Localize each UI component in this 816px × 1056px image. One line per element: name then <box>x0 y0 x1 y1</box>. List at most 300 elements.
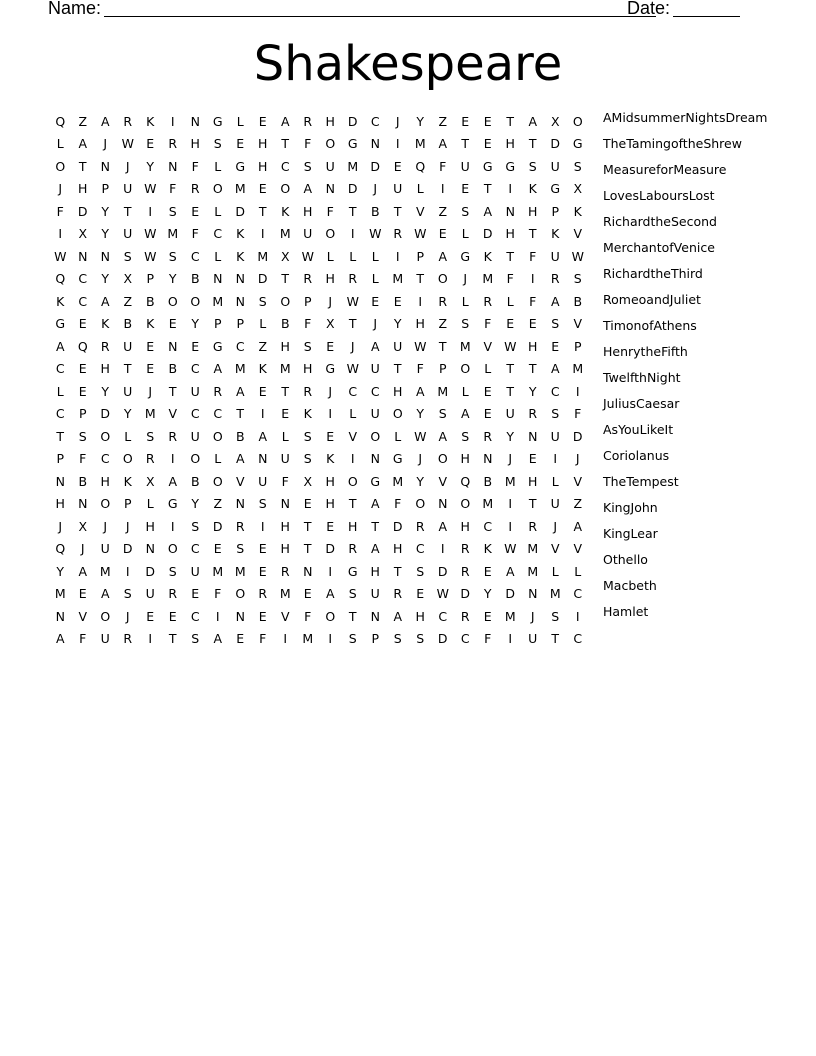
grid-letter[interactable]: L <box>214 203 222 219</box>
grid-letter[interactable]: I <box>530 271 535 287</box>
grid-letter[interactable]: A <box>168 473 178 489</box>
grid-letter[interactable]: U <box>550 158 560 174</box>
grid-letter[interactable]: Z <box>438 316 448 332</box>
grid-letter[interactable]: I <box>395 248 400 264</box>
grid-letter[interactable]: T <box>123 203 132 219</box>
grid-letter[interactable]: I <box>508 181 513 197</box>
grid-letter[interactable]: A <box>55 631 65 647</box>
grid-letter[interactable]: R <box>213 383 223 399</box>
grid-letter[interactable]: Y <box>191 496 200 512</box>
grid-letter[interactable]: I <box>328 406 333 422</box>
grid-letter[interactable]: C <box>348 383 358 399</box>
grid-letter[interactable]: S <box>416 631 425 647</box>
grid-letter[interactable]: A <box>460 406 470 422</box>
grid-letter[interactable]: P <box>573 338 582 354</box>
grid-letter[interactable]: Y <box>416 473 425 489</box>
grid-letter[interactable]: R <box>550 271 560 287</box>
grid-letter[interactable]: C <box>438 608 448 624</box>
grid-letter[interactable]: Q <box>55 113 66 129</box>
grid-letter[interactable]: Y <box>528 383 537 399</box>
grid-letter[interactable]: E <box>281 406 290 422</box>
grid-letter[interactable]: E <box>168 608 177 624</box>
grid-letter[interactable]: E <box>146 136 155 152</box>
grid-letter[interactable]: F <box>529 293 537 309</box>
grid-letter[interactable]: S <box>236 541 245 557</box>
grid-letter[interactable]: S <box>303 158 312 174</box>
grid-letter[interactable]: D <box>347 181 358 197</box>
grid-letter[interactable]: J <box>553 518 558 534</box>
grid-letter[interactable]: R <box>528 406 538 422</box>
grid-letter[interactable]: U <box>550 248 560 264</box>
grid-letter[interactable]: W <box>144 248 157 264</box>
grid-letter[interactable]: G <box>325 361 336 377</box>
grid-letter[interactable]: O <box>100 428 111 444</box>
grid-letter[interactable]: R <box>348 541 358 557</box>
grid-letter[interactable]: U <box>370 361 380 377</box>
grid-letter[interactable]: W <box>144 181 157 197</box>
grid-letter[interactable]: G <box>235 158 246 174</box>
grid-letter[interactable]: R <box>280 563 290 579</box>
grid-letter[interactable]: T <box>303 518 312 534</box>
grid-letter[interactable]: L <box>461 293 469 309</box>
grid-letter[interactable]: O <box>167 541 178 557</box>
grid-letter[interactable]: E <box>146 608 155 624</box>
grid-letter[interactable]: W <box>504 338 517 354</box>
grid-letter[interactable]: T <box>551 631 560 647</box>
grid-letter[interactable]: F <box>326 203 334 219</box>
grid-letter[interactable]: W <box>436 586 449 602</box>
grid-letter[interactable]: E <box>146 361 155 377</box>
grid-letter[interactable]: O <box>190 293 201 309</box>
grid-letter[interactable]: R <box>303 113 313 129</box>
grid-letter[interactable]: G <box>482 158 493 174</box>
grid-letter[interactable]: T <box>281 383 290 399</box>
grid-letter[interactable]: E <box>438 226 447 242</box>
grid-letter[interactable]: B <box>573 293 583 309</box>
grid-letter[interactable]: P <box>56 451 65 467</box>
grid-letter[interactable]: B <box>78 473 88 489</box>
grid-letter[interactable]: H <box>325 113 335 129</box>
grid-letter[interactable]: E <box>258 608 267 624</box>
grid-letter[interactable]: S <box>416 563 425 579</box>
grid-letter[interactable]: E <box>191 586 200 602</box>
grid-letter[interactable]: P <box>213 316 222 332</box>
grid-letter[interactable]: Y <box>506 428 515 444</box>
grid-letter[interactable]: U <box>100 631 110 647</box>
grid-letter[interactable]: A <box>550 293 560 309</box>
grid-letter[interactable]: E <box>326 428 335 444</box>
grid-letter[interactable]: U <box>145 586 155 602</box>
grid-letter[interactable]: Y <box>101 203 110 219</box>
grid-letter[interactable]: Q <box>55 541 66 557</box>
grid-letter[interactable]: O <box>235 586 246 602</box>
grid-letter[interactable]: V <box>573 226 583 242</box>
grid-letter[interactable]: E <box>78 383 87 399</box>
grid-letter[interactable]: P <box>101 181 110 197</box>
grid-letter[interactable]: N <box>78 248 88 264</box>
grid-letter[interactable]: D <box>77 203 88 219</box>
grid-letter[interactable]: M <box>527 541 539 557</box>
grid-letter[interactable]: J <box>395 113 400 129</box>
grid-letter[interactable]: B <box>168 361 178 377</box>
grid-letter[interactable]: C <box>213 226 223 242</box>
grid-letter[interactable]: G <box>550 181 561 197</box>
grid-letter[interactable]: X <box>123 271 133 287</box>
grid-letter[interactable]: P <box>551 203 560 219</box>
grid-letter[interactable]: H <box>303 203 313 219</box>
grid-letter[interactable]: N <box>280 496 290 512</box>
grid-letter[interactable]: Y <box>146 158 155 174</box>
grid-letter[interactable]: E <box>461 181 470 197</box>
grid-letter[interactable]: O <box>460 361 471 377</box>
grid-letter[interactable]: E <box>236 136 245 152</box>
grid-letter[interactable]: F <box>259 631 267 647</box>
grid-letter[interactable]: T <box>461 136 470 152</box>
grid-letter[interactable]: D <box>482 226 493 242</box>
grid-letter[interactable]: E <box>78 316 87 332</box>
grid-letter[interactable]: H <box>370 563 380 579</box>
grid-letter[interactable]: L <box>349 406 357 422</box>
grid-letter[interactable]: M <box>549 586 561 602</box>
grid-letter[interactable]: O <box>325 226 336 242</box>
grid-letter[interactable]: A <box>303 181 313 197</box>
grid-letter[interactable]: C <box>100 451 110 467</box>
grid-letter[interactable]: W <box>346 293 359 309</box>
grid-letter[interactable]: T <box>506 383 515 399</box>
grid-letter[interactable]: N <box>438 496 448 512</box>
grid-letter[interactable]: O <box>212 181 223 197</box>
grid-letter[interactable]: L <box>461 383 469 399</box>
grid-letter[interactable]: M <box>54 586 66 602</box>
grid-letter[interactable]: W <box>414 338 427 354</box>
grid-letter[interactable]: W <box>369 226 382 242</box>
grid-letter[interactable]: C <box>235 338 245 354</box>
grid-letter[interactable]: A <box>235 383 245 399</box>
grid-letter[interactable]: I <box>395 136 400 152</box>
grid-letter[interactable]: T <box>438 338 447 354</box>
grid-letter[interactable]: R <box>235 518 245 534</box>
grid-letter[interactable]: J <box>328 293 333 309</box>
grid-letter[interactable]: J <box>125 158 130 174</box>
grid-letter[interactable]: F <box>574 406 582 422</box>
grid-letter[interactable]: M <box>279 361 291 377</box>
grid-letter[interactable]: I <box>170 518 175 534</box>
grid-letter[interactable]: C <box>370 383 380 399</box>
grid-letter[interactable]: O <box>212 428 223 444</box>
grid-letter[interactable]: H <box>145 518 155 534</box>
grid-letter[interactable]: M <box>302 631 314 647</box>
grid-letter[interactable]: D <box>235 203 246 219</box>
grid-letter[interactable]: U <box>303 226 313 242</box>
grid-letter[interactable]: E <box>326 518 335 534</box>
grid-letter[interactable]: G <box>167 496 178 512</box>
grid-letter[interactable]: R <box>168 428 178 444</box>
grid-letter[interactable]: O <box>100 496 111 512</box>
grid-letter[interactable]: G <box>505 158 516 174</box>
grid-letter[interactable]: R <box>348 271 358 287</box>
grid-letter[interactable]: S <box>191 518 200 534</box>
grid-letter[interactable]: A <box>438 428 448 444</box>
grid-letter[interactable]: G <box>212 338 223 354</box>
grid-letter[interactable]: I <box>508 631 513 647</box>
grid-letter[interactable]: C <box>415 541 425 557</box>
grid-letter[interactable]: V <box>573 541 583 557</box>
grid-letter[interactable]: D <box>437 563 448 579</box>
grid-letter[interactable]: C <box>190 361 200 377</box>
grid-letter[interactable]: T <box>281 271 290 287</box>
grid-letter[interactable]: H <box>528 203 538 219</box>
grid-letter[interactable]: E <box>258 563 267 579</box>
grid-letter[interactable]: T <box>258 203 267 219</box>
grid-letter[interactable]: N <box>370 136 380 152</box>
grid-letter[interactable]: N <box>190 113 200 129</box>
grid-letter[interactable]: H <box>190 136 200 152</box>
grid-letter[interactable]: U <box>370 406 380 422</box>
grid-letter[interactable]: F <box>214 586 222 602</box>
grid-letter[interactable]: Z <box>258 338 268 354</box>
grid-letter[interactable]: S <box>78 428 87 444</box>
grid-letter[interactable]: D <box>460 586 471 602</box>
grid-letter[interactable]: U <box>123 181 133 197</box>
grid-letter[interactable]: O <box>212 473 223 489</box>
grid-letter[interactable]: N <box>168 338 178 354</box>
grid-letter[interactable]: E <box>326 338 335 354</box>
grid-letter[interactable]: H <box>460 451 470 467</box>
grid-letter[interactable]: R <box>100 338 110 354</box>
grid-letter[interactable]: Y <box>101 226 110 242</box>
grid-letter[interactable]: M <box>99 563 111 579</box>
grid-letter[interactable]: A <box>78 136 88 152</box>
grid-letter[interactable]: L <box>394 428 402 444</box>
grid-letter[interactable]: Y <box>101 383 110 399</box>
grid-letter[interactable]: K <box>281 203 290 219</box>
grid-letter[interactable]: S <box>573 158 582 174</box>
grid-letter[interactable]: Y <box>191 316 200 332</box>
grid-letter[interactable]: K <box>146 113 155 129</box>
grid-letter[interactable]: F <box>169 181 177 197</box>
grid-letter[interactable]: B <box>190 473 200 489</box>
grid-letter[interactable]: U <box>370 586 380 602</box>
grid-letter[interactable]: O <box>572 113 583 129</box>
grid-letter[interactable]: L <box>574 563 582 579</box>
grid-letter[interactable]: E <box>483 136 492 152</box>
grid-letter[interactable]: I <box>328 563 333 579</box>
grid-letter[interactable]: I <box>328 631 333 647</box>
grid-letter[interactable]: T <box>303 541 312 557</box>
grid-letter[interactable]: F <box>394 496 402 512</box>
grid-letter[interactable]: I <box>148 203 153 219</box>
grid-letter[interactable]: G <box>212 113 223 129</box>
grid-letter[interactable]: T <box>393 203 402 219</box>
grid-letter[interactable]: V <box>78 608 88 624</box>
grid-letter[interactable]: U <box>123 226 133 242</box>
grid-letter[interactable]: H <box>55 496 65 512</box>
grid-letter[interactable]: U <box>190 428 200 444</box>
grid-letter[interactable]: L <box>349 248 357 264</box>
grid-letter[interactable]: M <box>212 563 224 579</box>
grid-letter[interactable]: L <box>214 451 222 467</box>
grid-letter[interactable]: A <box>393 608 403 624</box>
grid-letter[interactable]: J <box>80 541 85 557</box>
grid-letter[interactable]: Q <box>415 158 426 174</box>
grid-letter[interactable]: X <box>303 473 313 489</box>
grid-letter[interactable]: W <box>346 361 359 377</box>
grid-letter[interactable]: W <box>414 226 427 242</box>
grid-letter[interactable]: O <box>100 608 111 624</box>
grid-letter[interactable]: H <box>100 361 110 377</box>
grid-letter[interactable]: H <box>348 518 358 534</box>
grid-letter[interactable]: C <box>55 406 65 422</box>
grid-letter[interactable]: K <box>551 226 560 242</box>
grid-letter[interactable]: S <box>303 451 312 467</box>
grid-letter[interactable]: H <box>100 473 110 489</box>
grid-letter[interactable]: S <box>168 203 177 219</box>
grid-letter[interactable]: E <box>393 158 402 174</box>
grid-letter[interactable]: O <box>190 451 201 467</box>
grid-letter[interactable]: A <box>573 518 583 534</box>
grid-letter[interactable]: K <box>146 316 155 332</box>
grid-letter[interactable]: L <box>551 473 559 489</box>
grid-letter[interactable]: J <box>148 383 153 399</box>
grid-letter[interactable]: L <box>146 496 154 512</box>
grid-letter[interactable]: I <box>440 541 445 557</box>
grid-letter[interactable]: F <box>281 473 289 489</box>
grid-letter[interactable]: B <box>483 473 493 489</box>
grid-letter[interactable]: H <box>460 518 470 534</box>
grid-letter[interactable]: S <box>438 406 447 422</box>
grid-letter[interactable]: Z <box>123 293 133 309</box>
grid-letter[interactable]: M <box>437 383 449 399</box>
grid-letter[interactable]: O <box>325 608 336 624</box>
grid-letter[interactable]: M <box>234 361 246 377</box>
grid-letter[interactable]: L <box>506 293 514 309</box>
grid-letter[interactable]: M <box>279 586 291 602</box>
grid-letter[interactable]: J <box>125 518 130 534</box>
grid-letter[interactable]: T <box>168 383 177 399</box>
grid-letter[interactable]: L <box>56 136 64 152</box>
grid-letter[interactable]: L <box>461 226 469 242</box>
grid-letter[interactable]: B <box>190 271 200 287</box>
grid-letter[interactable]: J <box>508 451 513 467</box>
grid-letter[interactable]: N <box>145 541 155 557</box>
grid-letter[interactable]: E <box>461 113 470 129</box>
grid-letter[interactable]: M <box>167 226 179 242</box>
grid-letter[interactable]: S <box>146 428 155 444</box>
grid-letter[interactable]: O <box>437 271 448 287</box>
grid-letter[interactable]: D <box>122 541 133 557</box>
grid-letter[interactable]: F <box>79 631 87 647</box>
grid-letter[interactable]: I <box>215 608 220 624</box>
grid-letter[interactable]: M <box>527 563 539 579</box>
grid-letter[interactable]: M <box>212 293 224 309</box>
grid-letter[interactable]: R <box>393 586 403 602</box>
grid-letter[interactable]: S <box>551 406 560 422</box>
grid-letter[interactable]: P <box>416 248 425 264</box>
grid-letter[interactable]: W <box>121 136 134 152</box>
grid-letter[interactable]: R <box>145 451 155 467</box>
grid-letter[interactable]: A <box>78 563 88 579</box>
grid-letter[interactable]: U <box>550 428 560 444</box>
grid-letter[interactable]: J <box>103 518 108 534</box>
grid-letter[interactable]: I <box>260 226 265 242</box>
grid-letter[interactable]: T <box>528 136 537 152</box>
grid-letter[interactable]: J <box>58 518 63 534</box>
grid-letter[interactable]: S <box>461 428 470 444</box>
grid-letter[interactable]: N <box>325 181 335 197</box>
grid-letter[interactable]: T <box>506 248 515 264</box>
grid-letter[interactable]: H <box>303 361 313 377</box>
grid-letter[interactable]: S <box>168 248 177 264</box>
grid-letter[interactable]: E <box>528 451 537 467</box>
grid-letter[interactable]: T <box>393 563 402 579</box>
grid-letter[interactable]: E <box>258 113 267 129</box>
grid-letter[interactable]: V <box>438 473 448 489</box>
grid-letter[interactable]: C <box>370 113 380 129</box>
grid-letter[interactable]: D <box>572 428 583 444</box>
grid-letter[interactable]: T <box>348 203 357 219</box>
grid-letter[interactable]: G <box>392 451 403 467</box>
grid-letter[interactable]: D <box>325 541 336 557</box>
grid-letter[interactable]: N <box>55 473 65 489</box>
grid-letter[interactable]: D <box>212 518 223 534</box>
grid-letter[interactable]: H <box>528 338 538 354</box>
grid-letter[interactable]: D <box>100 406 111 422</box>
grid-letter[interactable]: G <box>370 473 381 489</box>
grid-letter[interactable]: T <box>506 113 515 129</box>
grid-letter[interactable]: M <box>144 406 156 422</box>
grid-letter[interactable]: R <box>393 226 403 242</box>
grid-letter[interactable]: D <box>257 271 268 287</box>
grid-letter[interactable]: X <box>550 113 560 129</box>
grid-letter[interactable]: T <box>123 361 132 377</box>
grid-letter[interactable]: O <box>460 496 471 512</box>
grid-letter[interactable]: D <box>347 113 358 129</box>
grid-letter[interactable]: R <box>123 631 133 647</box>
grid-letter[interactable]: F <box>416 361 424 377</box>
grid-letter[interactable]: F <box>484 631 492 647</box>
grid-letter[interactable]: Y <box>101 271 110 287</box>
grid-letter[interactable]: W <box>571 248 584 264</box>
grid-letter[interactable]: J <box>350 338 355 354</box>
grid-letter[interactable]: E <box>416 586 425 602</box>
grid-letter[interactable]: W <box>54 248 67 264</box>
grid-letter[interactable]: A <box>100 113 110 129</box>
grid-letter[interactable]: G <box>55 316 66 332</box>
grid-letter[interactable]: K <box>236 248 245 264</box>
grid-letter[interactable]: A <box>213 361 223 377</box>
grid-letter[interactable]: N <box>100 248 110 264</box>
grid-letter[interactable]: E <box>483 406 492 422</box>
grid-letter[interactable]: T <box>506 361 515 377</box>
grid-letter[interactable]: S <box>573 271 582 287</box>
grid-letter[interactable]: E <box>258 541 267 557</box>
grid-letter[interactable]: I <box>260 406 265 422</box>
grid-letter[interactable]: J <box>463 271 468 287</box>
grid-letter[interactable]: U <box>123 338 133 354</box>
grid-letter[interactable]: S <box>528 158 537 174</box>
grid-letter[interactable]: L <box>214 248 222 264</box>
grid-letter[interactable]: P <box>371 631 380 647</box>
grid-letter[interactable]: I <box>170 113 175 129</box>
grid-letter[interactable]: A <box>415 383 425 399</box>
grid-letter[interactable]: T <box>483 181 492 197</box>
grid-letter[interactable]: H <box>78 181 88 197</box>
grid-letter[interactable]: L <box>371 271 379 287</box>
grid-letter[interactable]: F <box>79 451 87 467</box>
grid-letter[interactable]: A <box>550 361 560 377</box>
grid-letter[interactable]: O <box>280 293 291 309</box>
grid-letter[interactable]: I <box>553 451 558 467</box>
